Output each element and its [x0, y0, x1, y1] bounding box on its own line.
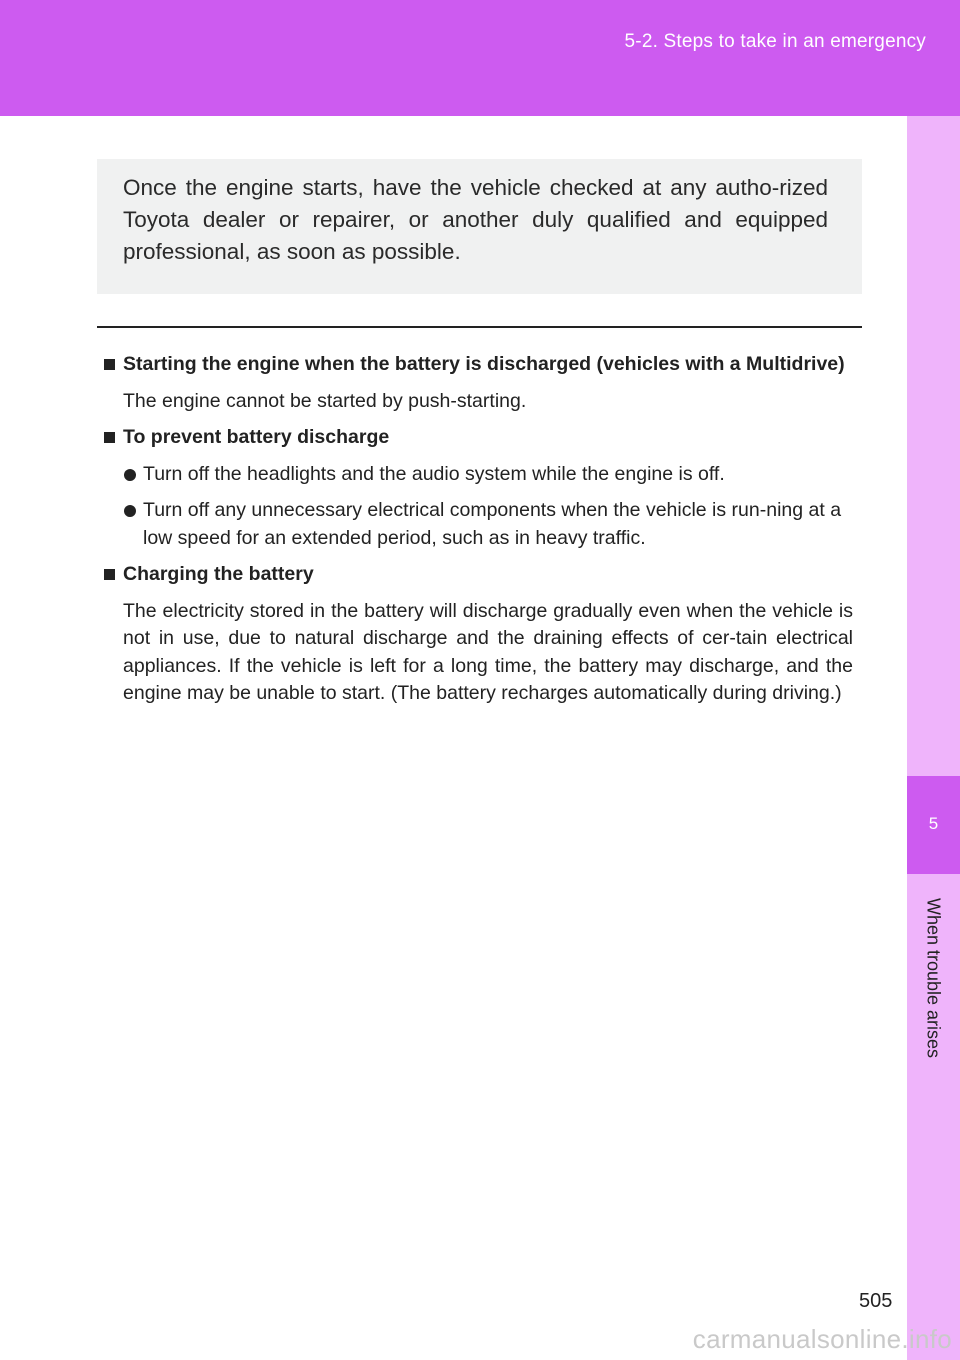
page-header	[0, 0, 960, 116]
divider	[97, 326, 862, 328]
page-number: 505	[859, 1290, 893, 1312]
square-bullet-icon	[104, 569, 115, 580]
section-body: The electricity stored in the battery will discharge gradually even when the vehicle is not in use, due to natural discharge and the draining effects of cer-tain electrical appliances. If the vehicle is left for a long time, the battery may discharge, and the engine may be unable to start. (The battery recharges automatically during driving.)	[123, 599, 853, 704]
section-heading-text: To prevent battery discharge	[123, 426, 390, 448]
round-bullet-icon	[124, 505, 136, 517]
chapter-side-tab	[907, 116, 960, 1360]
square-bullet-icon	[104, 359, 115, 370]
chapter-number: 5	[928, 814, 939, 833]
chapter-number-tab	[907, 776, 960, 874]
chapter-title: When trouble arises	[923, 897, 944, 1059]
section-body: The engine cannot be started by push-starting.	[123, 389, 527, 412]
watermark: carmanualsonline.info	[692, 1324, 952, 1354]
section-heading	[103, 561, 853, 589]
list-item	[103, 461, 853, 489]
round-bullet-icon	[124, 469, 136, 481]
section-heading-text: Starting the engine when the battery is discharged (vehicles with a Multidrive)	[123, 353, 845, 375]
list-item-text: Turn off the headlights and the audio system while the engine is off.	[143, 462, 725, 485]
list-item	[103, 497, 853, 552]
main-content	[103, 351, 853, 717]
section-heading-text: Charging the battery	[123, 563, 314, 585]
section-title: 5-2. Steps to take in an emergency	[624, 31, 926, 52]
notice-text: Once the engine starts, have the vehicle checked at any autho-rized Toyota dealer or repairer, or another duly qualified and equipped professional, as soon as possible.	[123, 175, 828, 264]
list-item-text: Turn off any unnecessary electrical components when the vehicle is run-ning at a low speed for an extended period, such as in heavy traffic.	[143, 499, 842, 549]
notice-box	[97, 159, 862, 294]
section-heading	[103, 424, 853, 452]
square-bullet-icon	[104, 432, 115, 443]
section-heading	[103, 351, 853, 379]
